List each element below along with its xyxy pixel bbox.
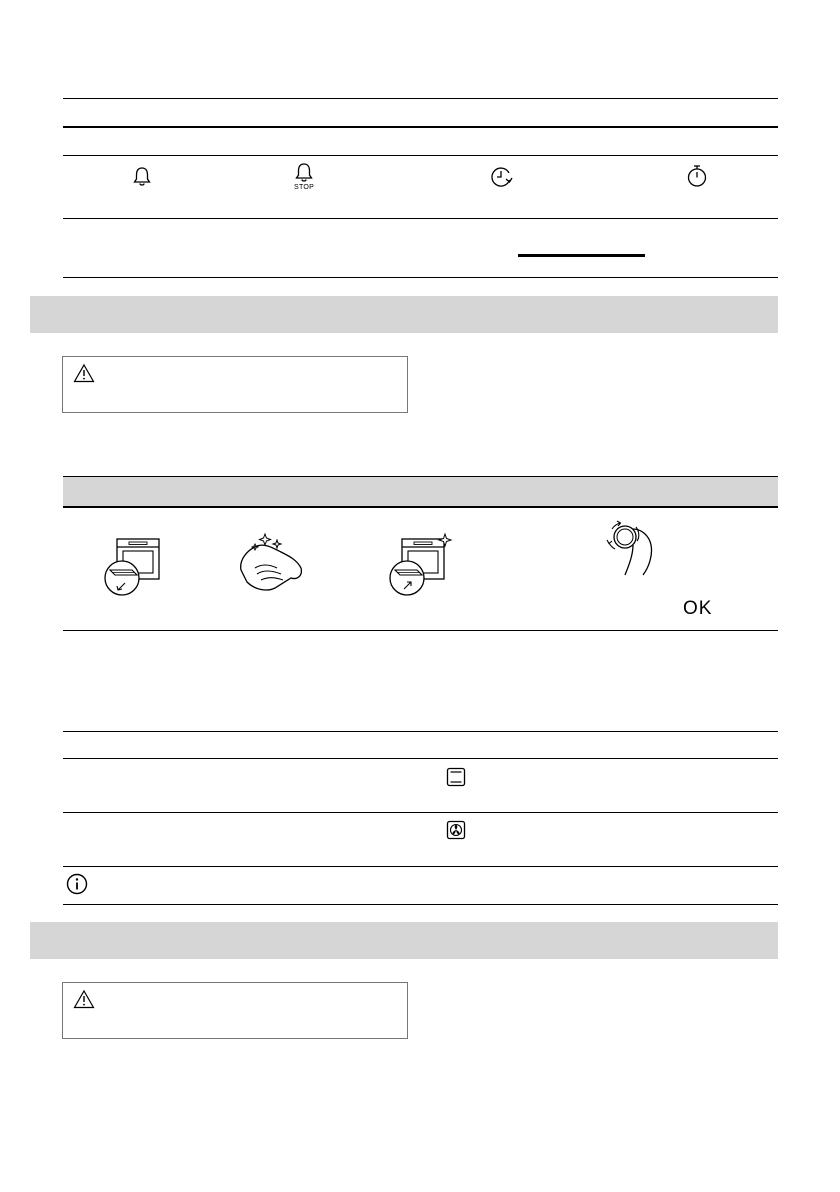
warning-box (62, 982, 408, 1039)
section-heading-band (30, 922, 778, 959)
table-row-rule (63, 758, 778, 759)
fan-heating-icon (446, 820, 466, 840)
table-bottom-rule (63, 904, 778, 905)
section-heading-band (30, 296, 778, 333)
oven-remove-accessories-icon (100, 536, 164, 598)
table-row-rule (63, 630, 778, 631)
warning-triangle-icon (73, 363, 95, 383)
stopwatch-icon (686, 164, 708, 188)
conventional-heating-icon (446, 767, 466, 787)
table-row-rule (63, 866, 778, 867)
table-row-rule (63, 218, 778, 219)
table-row-rule (63, 731, 778, 732)
warning-triangle-icon (73, 989, 95, 1009)
knob-turn-hand-icon (603, 515, 659, 581)
table-bottom-rule (63, 277, 778, 278)
hand-wipe-sparkle-icon (235, 530, 307, 596)
oven-insert-accessories-icon (385, 533, 455, 599)
bell-icon (132, 166, 152, 188)
stop-label: STOP (294, 184, 315, 191)
table-row-rule (63, 812, 778, 813)
steps-table-header (63, 476, 778, 506)
table-header-rule (63, 506, 778, 508)
info-circle-icon (66, 873, 88, 895)
table-top-rule (63, 476, 778, 477)
bell-stop-icon (294, 162, 314, 184)
duration-bar (518, 254, 645, 257)
ok-label: OK (683, 598, 713, 619)
table-header-rule (63, 126, 778, 128)
table-row-rule (63, 155, 778, 156)
clock-arrow-icon (490, 165, 516, 189)
table-top-rule (63, 98, 778, 99)
warning-box (62, 356, 408, 413)
